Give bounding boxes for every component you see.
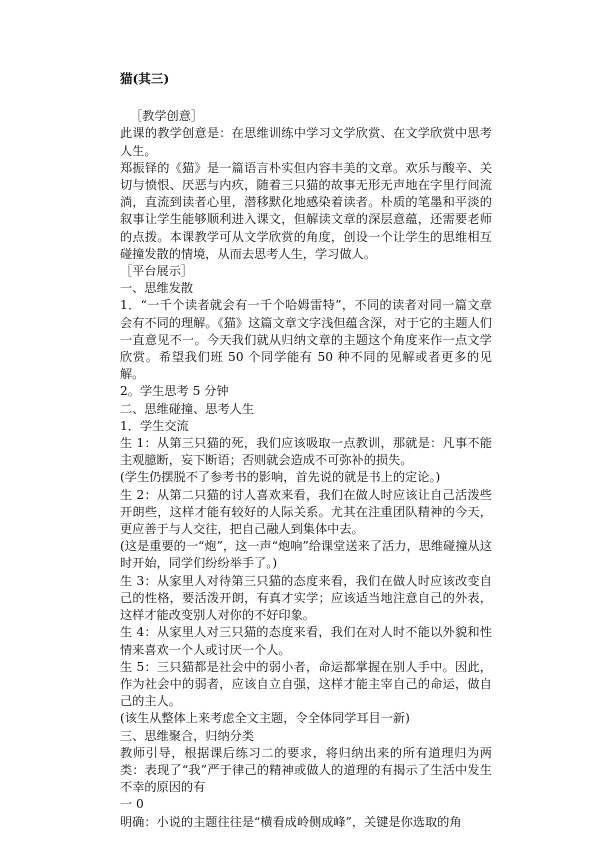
paragraph-teaching-idea: 此课的教学创意是：在思维训练中学习文学欣赏、在文学欣赏中思考人生。 bbox=[120, 126, 492, 158]
paragraph-fragment: 一 0 bbox=[120, 797, 144, 812]
section-label-teaching-idea: ［教学创意］ bbox=[130, 109, 204, 124]
paragraph-student-3: 生 3：从家里人对待第三只猫的态度来看，我们在做人时应该改变自己的性格，要活泼开朗，有真才实学；应该适当地注意自己的外表，这样才能改变别人对你的不好印象。 bbox=[120, 573, 492, 623]
paragraph-item-1: 1．“一千个读者就会有一千个哈姆雷特”，不同的读者对同一篇文章会有不同的理解。《猫》这篇文章文字浅但蕴含深，对于它的主题人们一直意见不一。今天我们就从归纳文章的主题这个角度来作一点文学欣赏。希望我们班 50 个同学能有 50 种不同的见解或者更多的见解。 bbox=[120, 298, 492, 382]
paragraph-note-2: (这是重要的一“炮”，这一声“炮响”给课堂送来了活力，思维碰撞从这时开始，同学们纷纷举手了。) bbox=[120, 539, 492, 571]
paragraph-note-1: (学生仍摆脱不了参考书的影响，首先说的就是书上的定论。) bbox=[120, 470, 441, 485]
document-body bbox=[120, 70, 492, 831]
paragraph-item-2: 2。学生思考 5 分钟 bbox=[120, 384, 229, 399]
document-title: 猫(其三) bbox=[120, 71, 170, 86]
paragraph-student-5: 生 5：三只猫都是社会中的弱小者，命运都掌握在别人手中。因此，作为社会中的弱者，应该自立自强，这样才能主宰自己的命运，做自己的主人。 bbox=[120, 659, 492, 709]
paragraph-teacher-guide: 教师引导，根据课后练习二的要求，将归纳出来的所有道理归为两类：表现了“我”严于律己的精神或做人的道理的有揭示了生活中发生不幸的原因的有 bbox=[120, 745, 492, 795]
paragraph-student-1: 生 1：从第三只猫的死，我们应该吸取一点教训，那就是：凡事不能主观臆断，妄下断语；否则就会造成不可弥补的损失。 bbox=[120, 436, 492, 468]
paragraph-note-3: (该生从整体上来考虑全文主题，令全体同学耳目一新) bbox=[120, 711, 410, 726]
section-label-platform: ［平台展示］ bbox=[120, 264, 194, 279]
heading-convergence: 三、思维聚合，归纳分类 bbox=[120, 728, 255, 743]
paragraph-intro: 郑振铎的《猫》是一篇语言朴实但内容丰美的文章。欢乐与酸辛、关切与愤恨、厌恶与内疚，随着三只猫的故事无形无声地在字里行间流淌，直流到读者心里，潜移默化地感染着读者。朴质的笔墨和平淡的叙事让学生能够顺利进入课文，但解读文章的深层意蕴，还需要老师的点拨。本课教学可从文学欣赏的角度，创设一个让学生的思维相互碰撞发散的情境，从而去思考人生，学习做人。 bbox=[120, 160, 492, 261]
heading-thinking-collision: 二、思维碰撞、思考人生 bbox=[120, 401, 255, 416]
paragraph-student-2: 生 2：从第二只猫的讨人喜欢来看，我们在做人时应该让自己活泼些开朗些，这样才能有较好的人际关系。尤其在注重团队精神的今天，更应善于与人交往，把自己融人到集体中去。 bbox=[120, 487, 492, 537]
heading-divergent-thinking: 一、思维发散 bbox=[120, 281, 194, 296]
paragraph-student-4: 生 4：从家里人对三只猫的态度来看，我们在对人时不能以外貌和性情来喜欢一个人或讨厌一个人。 bbox=[120, 625, 492, 657]
paragraph-clarify: 明确：小说的主题往往是“横看成岭侧成峰”，关键是你选取的角 bbox=[120, 814, 462, 829]
paragraph-student-exchange: 1．学生交流 bbox=[120, 418, 189, 433]
